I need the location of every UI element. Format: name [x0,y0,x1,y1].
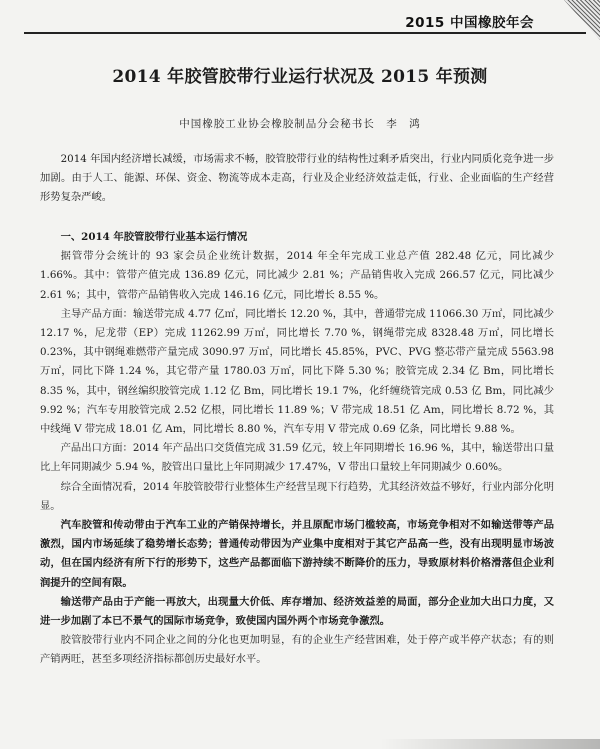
running-header [24,10,586,34]
paragraph-summary: 综合全面情况看，2014 年胶管胶带行业整体生产经营呈现下行趋势，尤其经济效益不够好，行业内部分化明显。 [40,480,554,512]
paragraph-products: 主导产品方面：输送带完成 4.77 亿㎡，同比增长 12.20 %，其中，普通带完成 11066.30 万㎡，同比减少 12.17 %，尼龙带（EP）完成 11262.99 万㎡，同比增长 7.70 %，钢绳带完成 8328.48 万㎡，同比增长 0.23%，其中钢绳难燃带产量完成 3090.97 万㎡，同比增长 45.85%，PVC、PVG 整芯带产量完成 5563.98 万㎡，同比下降 1.24 %，其它带产量 1780.03 万㎡，同比下降 5.30 %；胶管完成 2.34 亿 Bm，同比增长 8.35 %，其中，钢丝编织胶管完成 1.12 亿 Bm，同比增长 19.1 7%，化纤缠绕管完成 0.53 亿 Bm，同比减少 9.92 %；汽车专用胶管完成 2.52 亿根，同比增长 11.89 %；V 带完成 18.51 亿 Am，同比增长 8.72 %，其中线绳 V 带完成 18.01 亿 Am，同比增长 8.80 %，汽车专用 V 带完成 0.69 亿条，同比增长 9.88 %。 [40,307,554,436]
paragraph-conveyor: 输送带产品由于产能一再放大，出现量大价低、库存增加、经济效益差的局面，部分企业加大出口力度，又进一步加剧了本已不景气的国际市场竞争，致使国内国外两个市场竞争激烈。 [40,595,554,628]
bottom-edge-shadow [380,739,600,749]
author-line: 中国橡胶工业协会橡胶制品分会秘书长 李 鸿 [179,118,421,130]
paragraph-divergence: 胶管胶带行业内不同企业之间的分化也更加明显，有的企业生产经营困难，处于停产或半停产状态；有的则产销两旺，甚至多项经济指标都创历史最好水平。 [40,634,554,666]
running-header-title: 2015 中国橡胶年会 [405,15,534,31]
intro-paragraph: 2014 年国内经济增长减缓，市场需求不畅，胶管胶带行业的结构性过剩矛盾突出，行业内同质化竞争进一步加剧。由于人工、能源、环保、资金、物流等成本走高，行业及企业经济效益走低，行业、企业面临的生产经营形势复杂严峻。 [40,153,554,204]
article-title: 2014 年胶管胶带行业运行状况及 2015 年预测 [112,67,488,87]
section-1 [40,228,554,670]
paragraph-exports: 产品出口方面：2014 年产品出口交货值完成 31.59 亿元，较上年同期增长 16.96 %，其中，输送带出口量比上年同期减少 5.94 %，胶管出口量比上年同期减少 17.47%，V 带出口量较上年同期减少 0.60%。 [40,442,554,474]
section-heading: 一、2014 年胶管胶带行业基本运行情况 [60,231,248,243]
paragraph-automotive: 汽车胶管和传动带由于汽车工业的产销保持增长，并且原配市场门槛较高，市场竞争相对不如输送带等产品激烈，国内市场延续了稳势增长态势；普通传动带因为产业集中度相对于其它产品高一些，没有出现明显市场波动，但在国内经济有所下行的形势下，这些产品都面临下游持续不断降价的压力，导致原材料价格滑落但企业利润提升的空间有限。 [40,519,554,589]
intro-block [40,150,554,208]
paragraph-overview: 据管带分会统计的 93 家会员企业统计数据，2014 年全年完成工业总产值 282.48 亿元，同比减少 1.66%。其中：管带产值完成 136.89 亿元，同比减少 2.81 %；产品销售收入完成 266.57 亿元，同比减少 2.61 %；其中，管带产品销售收入完成 146.16 亿元，同比增长 8.55 %。 [40,250,554,301]
